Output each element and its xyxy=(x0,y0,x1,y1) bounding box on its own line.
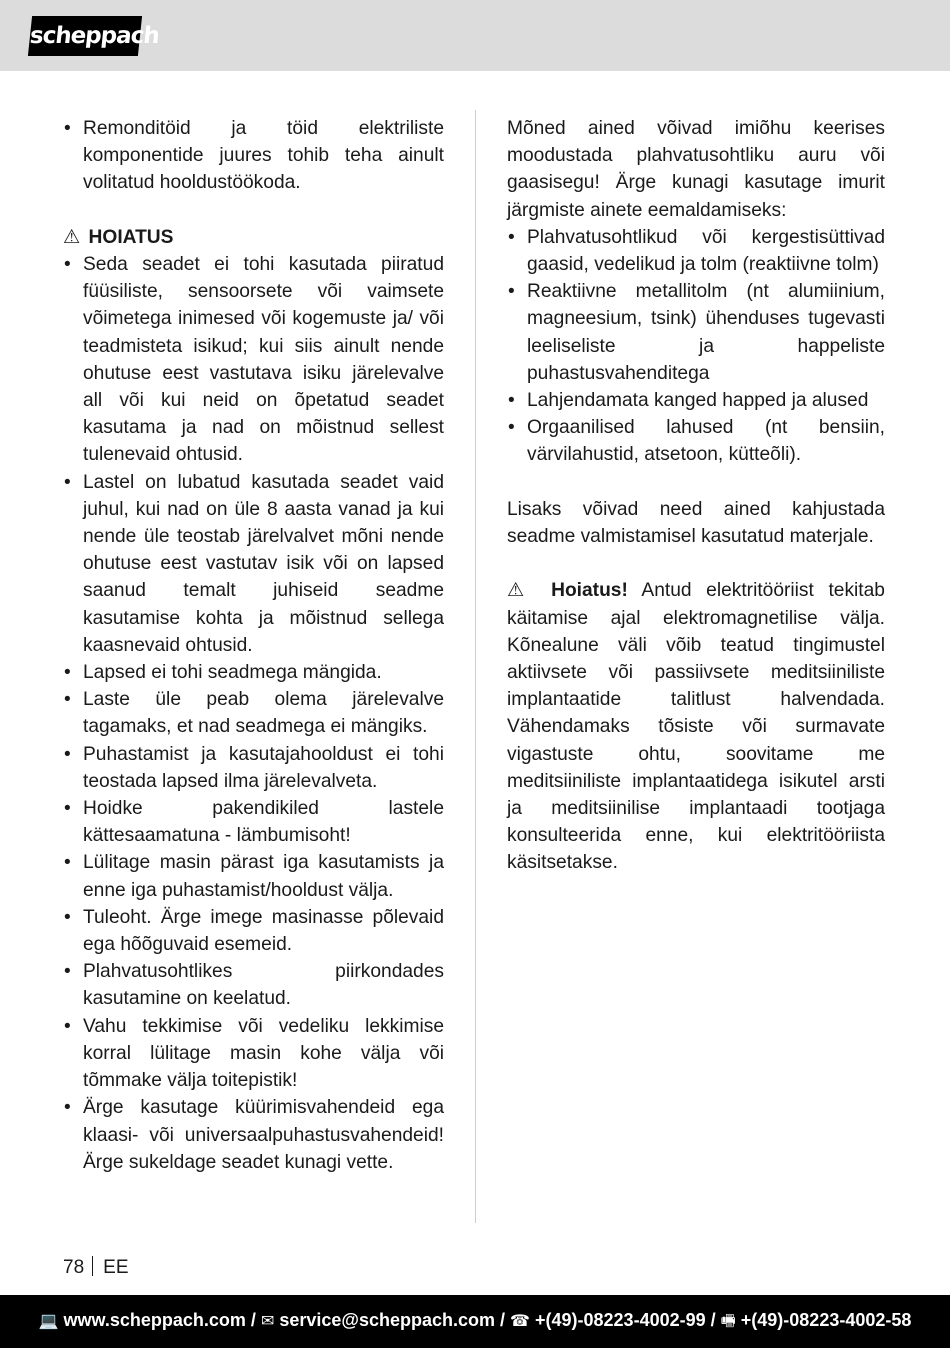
list-item: • Lastel on lubatud kasutada seadet vaid juhul, kui nad on üle 8 aasta vanad ja kui nende üle teostab järelvalvet mõni nende ohutuse eest vastutav isik või on lapsed saanud temalt juhiseid seadme kasutamise kohta ja mõistnud sellega kaasnevaid ohtusid. xyxy=(63,469,444,659)
safety-bullet-list xyxy=(63,251,444,1176)
materials-paragraph: Lisaks võivad need ained kahjustada seadme valmistamisel kasutatud materjale. xyxy=(507,498,885,548)
emf-warning-paragraph xyxy=(507,577,885,876)
page-number-separator xyxy=(92,1256,93,1276)
page-header xyxy=(0,0,950,71)
envelope-icon: ✉ xyxy=(260,1311,275,1330)
intro-bullet-list xyxy=(63,115,444,197)
list-item: • Orgaanilised lahused (nt bensiin, värvilahustid, atsetoon, kütteõli). xyxy=(507,414,885,468)
list-item: • Laste üle peab olema järelevalve tagamaks, et nad seadmega ei mängiks. xyxy=(63,686,444,740)
email-link[interactable]: service@scheppach.com xyxy=(279,1310,496,1330)
language-code: EE xyxy=(103,1257,129,1278)
warning-heading xyxy=(63,224,444,251)
page-number: 78 xyxy=(63,1257,85,1278)
list-item: • Vahu tekkimise või vedeliku lekkimise korral lülitage masin kohe välja või tõmmake välja toitepistik! xyxy=(63,1013,444,1095)
list-item: • Remonditöid ja töid elektriliste komponentide juures tohib teha ainult volitatud hooldustöökoda. xyxy=(63,115,444,197)
scheppach-logo: scheppach xyxy=(28,16,142,56)
phone-number: +(49)-08223-4002-99 xyxy=(535,1310,706,1330)
list-item: • Plahvatusohtlikud või kergestisüttivad gaasid, vedelikud ja tolm (reaktiivne tolm) xyxy=(507,224,885,278)
list-item: • Hoidke pakendikiled lastele kättesaamatuna - lämbumisoht! xyxy=(63,795,444,849)
warning-label: Hoiatus! xyxy=(551,580,628,602)
list-item: • Puhastamist ja kasutajahooldust ei tohi teostada lapsed ilma järelevalveta. xyxy=(63,741,444,795)
list-item: • Lahjendamata kanged happed ja alused xyxy=(507,387,885,414)
warning-text: Antud elektritööriist tekitab käitamise ajal elektromagnetilise välja. Kõnealune väli võib teatud tingimustel aktiivsete või passiivsete meditsiiniliste implantaatide talitlust halvendada. Vähendamaks tõsiste või surmavate vigastuste ohtu, soovitame me meditsiiniliste implantaatidega isikutel arsti ja meditsiinilise implantaadi tootjaga konsulteerida enne, kui elektritööriista käsitsetakse. xyxy=(507,580,885,874)
left-column xyxy=(63,115,444,1176)
fax-number: +(49)-08223-4002-58 xyxy=(740,1310,912,1330)
fax-icon: 🖷 xyxy=(720,1311,736,1330)
list-item: • Plahvatusohtlikes piirkondades kasutamine on keelatud. xyxy=(63,958,444,1012)
list-item: • Lülitage masin pärast iga kasutamists ja enne iga puhastamist/hooldust välja. xyxy=(63,849,444,903)
list-item: • Reaktiivne metallitolm (nt alumiinium, magneesium, tsink) ühenduses tugevasti leeliseliste ja happeliste puhastusvahenditega xyxy=(507,278,885,387)
contact-footer: 💻 www.scheppach.com / ✉ service@scheppach.com / ☎ +(49)-08223-4002-99 / 🖷 +(49)-08223-4002-58 xyxy=(0,1295,950,1348)
list-item: • Lapsed ei tohi seadmega mängida. xyxy=(63,659,444,686)
warning-triangle-icon: ⚠ xyxy=(507,580,534,602)
list-item: • Tuleoht. Ärge imege masinasse põlevaid ega hõõguvaid esemeid. xyxy=(63,904,444,958)
column-divider xyxy=(475,110,476,1223)
substances-intro: Mõned ained võivad imiõhu keerises moodustada plahvatusohtliku auru või gaasisegu! Ärge kunagi kasutage imurit järgmiste ainete eemaldamiseks: xyxy=(507,118,885,221)
warning-title: HOIATUS xyxy=(88,226,174,248)
list-item: • Seda seadet ei tohi kasutada piiratud füüsiliste, sensoorsete või vaimsete võimetega inimesed või kogemuste ja/ või teadmisteta isikud; kui siis ainult nende ohutuse eest vastutava isiku järelevalve all või kui neid on õpetatud seadet kasutama ja nad on mõistnud sellest tulenevaid ohtusid. xyxy=(63,251,444,469)
telephone-icon: ☎ xyxy=(510,1311,530,1330)
warning-triangle-icon: ⚠ xyxy=(63,226,81,248)
page-number-block xyxy=(63,1256,129,1280)
right-column xyxy=(507,115,885,877)
computer-icon: 💻 xyxy=(38,1311,59,1330)
website-link[interactable]: www.scheppach.com xyxy=(63,1310,246,1330)
substances-bullet-list xyxy=(507,224,885,469)
list-item: • Ärge kasutage küürimisvahendeid ega klaasi- või universaalpuhastusvahendeid! Ärge sukeldage seadet kunagi vette. xyxy=(63,1094,444,1176)
